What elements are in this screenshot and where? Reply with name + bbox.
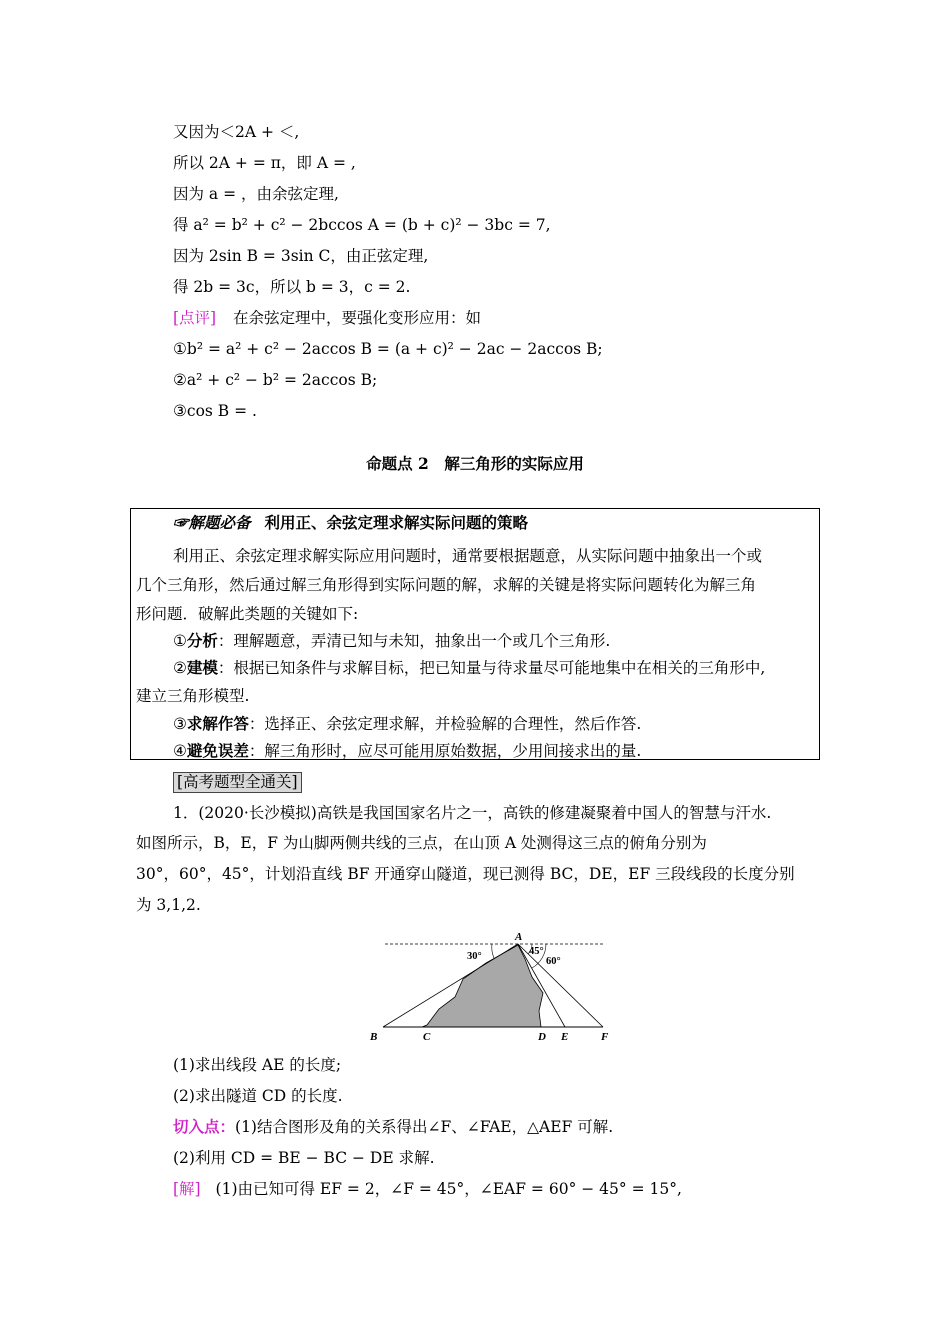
- solution-tag: [解]: [173, 1180, 201, 1198]
- text-line: 得 2b = 3c，所以 b = 3，c = 2.: [173, 278, 411, 296]
- step-text: ：选择正、余弦定理求解，并检验解的合理性，然后作答.: [248, 715, 642, 733]
- box-title: 利用正、余弦定理求解实际问题的策略: [264, 513, 529, 532]
- box-line: 几个三角形，然后通过解三角形得到实际问题的解，求解的关键是将实际问题转化为解三角: [136, 576, 757, 594]
- angle-arc-30: [492, 944, 494, 958]
- badge-label: 解题必备: [188, 513, 251, 532]
- text-line: 因为 a = ，由余弦定理,: [173, 185, 339, 203]
- step-text: ：理解题意，弄清已知与未知，抽象出一个或几个三角形.: [217, 632, 611, 650]
- point-label-c: C: [423, 1031, 431, 1043]
- problem-line: 如图所示，B，E，F 为山脚两侧共线的三点，在山顶 A 处测得这三点的俯角分别为: [136, 834, 707, 852]
- question-line: (2)求出隧道 CD 的长度.: [173, 1087, 343, 1105]
- point-label-b: B: [370, 1031, 378, 1043]
- formula-line: ②a² + c² − b² = 2accos B;: [173, 371, 378, 389]
- box-step: [136, 686, 249, 706]
- text-line: 又因为＜2A + ＜,: [173, 123, 300, 141]
- step-text: ：解三角形时，应尽可能用原始数据，少用间接求出的量.: [248, 742, 642, 760]
- step-number: ③: [173, 715, 187, 733]
- text-line: 得 a² = b² + c² − 2bccos A = (b + c)² − 3bc = 7,: [173, 216, 551, 234]
- step-label: 求解作答: [186, 714, 249, 733]
- point-label-a: A: [515, 931, 523, 943]
- question-line: (1)求出线段 AE 的长度;: [173, 1056, 342, 1074]
- entry-text: (1)结合图形及角的关系得出∠F、∠FAE，△AEF 可解.: [235, 1118, 614, 1136]
- section-title: 命题点 2 解三角形的实际应用: [366, 454, 584, 473]
- comment-text: 在余弦定理中，要强化变形应用：如: [233, 309, 482, 327]
- box-line: 形问题．破解此类题的关键如下:: [136, 605, 359, 623]
- box-header: [173, 513, 528, 533]
- problem-line: 30°，60°，45°，计划沿直线 BF 开通穿山隧道，现已测得 BC，DE，EF 三段线段的长度分别: [136, 865, 795, 883]
- box-step: [173, 631, 610, 651]
- solution-text: (1)由已知可得 EF = 2，∠F = 45°，∠EAF = 60° − 45° = 15°,: [215, 1180, 682, 1198]
- step-number: ②: [173, 659, 187, 677]
- step-label: 避免误差: [186, 741, 249, 760]
- step-number: ④: [173, 742, 187, 760]
- problem-line: 为 3,1,2.: [136, 896, 201, 914]
- entry-tag: 切入点：: [173, 1117, 236, 1136]
- box-step: [173, 714, 641, 734]
- box-step: [173, 658, 765, 678]
- mountain-figure: [365, 927, 615, 1047]
- step-line: (2)利用 CD = BE − BC − DE 求解.: [173, 1149, 435, 1167]
- box-line: 利用正、余弦定理求解实际应用问题时，通常要根据题意，从实际问题中抽象出一个或: [173, 547, 763, 565]
- step-text: 建立三角形模型.: [136, 687, 250, 705]
- step-text: ：根据已知条件与求解目标，把已知量与待求量尽可能地集中在相关的三角形中,: [217, 659, 766, 677]
- hand-pointer-icon: ☞: [173, 513, 189, 532]
- gaokao-label: [高考题型全通关]: [173, 772, 302, 793]
- comment-line: [173, 308, 481, 328]
- solution-line: [173, 1179, 682, 1199]
- angle-label-45: 45°: [529, 946, 544, 957]
- formula-line: ①b² = a² + c² − 2accos B = (a + c)² − 2ac − 2accos B;: [173, 340, 603, 358]
- step-number: ①: [173, 632, 187, 650]
- step-label: 分析: [186, 631, 218, 650]
- text-line: 因为 2sin B = 3sin C，由正弦定理,: [173, 247, 429, 265]
- step-label: 建模: [186, 658, 218, 677]
- problem-line: 1．(2020·长沙模拟)高铁是我国国家名片之一，高铁的修建凝聚着中国人的智慧与汗水.: [173, 804, 772, 822]
- point-label-f: F: [601, 1031, 609, 1043]
- angle-label-60: 60°: [546, 956, 561, 967]
- point-label-e: E: [561, 1031, 569, 1043]
- box-step: [173, 741, 641, 761]
- entry-line: [173, 1117, 613, 1137]
- point-label-d: D: [538, 1031, 546, 1043]
- angle-label-30: 30°: [467, 951, 482, 962]
- text-line: 所以 2A + = π，即 A = ,: [173, 154, 356, 172]
- comment-tag: [点评]: [173, 309, 217, 327]
- mountain-shape: [422, 945, 543, 1027]
- badge: [173, 513, 251, 533]
- formula-line: ③cos B = .: [173, 402, 257, 420]
